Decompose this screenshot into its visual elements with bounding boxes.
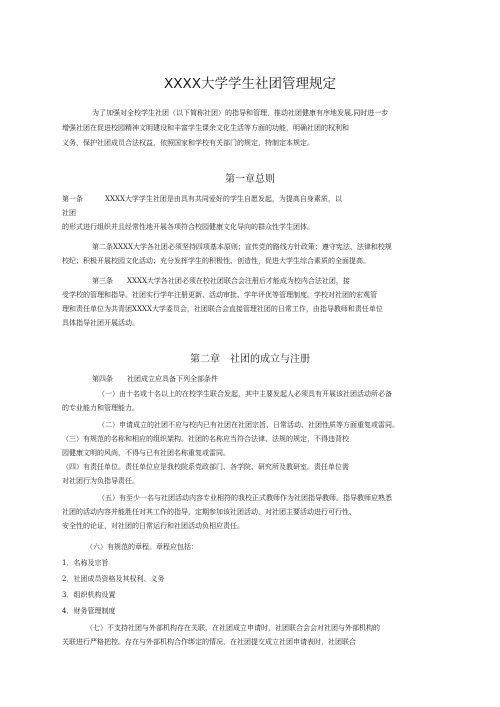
article-label: 第一条 bbox=[62, 195, 83, 203]
list-item: 4．财务管理制度 bbox=[62, 607, 116, 615]
article-label: 第三条 bbox=[92, 277, 113, 285]
article-3-line: 受学校的管理和指导。社团实行学年注册更新、活动审批、学年评优等管理制度。学校对社团的宏观管 bbox=[62, 291, 377, 299]
body-line: （三）有规范的名称和相应的组织架构。社团的名称应当符合法律、法规的规定，不得违背校 bbox=[62, 435, 349, 443]
article-label: 第四条 bbox=[92, 375, 113, 383]
article-1-line: 社团 bbox=[62, 209, 76, 217]
article-1: 第一条 XXXX大学学生社团是由具有共同爱好的学生自愿发起，为提高自身素质，以 bbox=[62, 195, 342, 203]
intro-line: 义务，保护社团成员合法权益，依照国家和学校有关部门的规定，特制定本规定。 bbox=[62, 139, 314, 147]
body-line: 园健康文明的风尚，不得与已有社团名称重复或雷同。 bbox=[62, 449, 230, 457]
chapter-2-heading: 第二章 社团的成立与注册 bbox=[190, 354, 310, 365]
body-line: 社团的活动内容并能胜任对其工作的指导，定期参加该社团活动，对社团主要活动进行可行性、 bbox=[62, 508, 356, 516]
article-4: 第四条 社团成立应具备下列全部条件 bbox=[92, 375, 218, 383]
intro-line: 为了加强对全校学生社团（以下简称社团）的指导和管理，推动社团健康有序地发展,同时进一步 bbox=[92, 109, 389, 117]
body-line: 关联进行严格把控。存在与外部机构合作绑定的情况，在社团提交成立社团申请表时，社团联合 bbox=[62, 638, 356, 646]
article-3-line: 具体指导社团开展活动。 bbox=[62, 319, 139, 327]
body-line: （二）申请成立的社团不应与校内已有社团在社团宗旨、日常活动、社团性质等方面重复或雷同。 bbox=[98, 421, 399, 429]
body-line: 的专业能力和管理能力。 bbox=[62, 404, 139, 412]
list-item: 2．社团成员资格及其权利、义务 bbox=[62, 575, 165, 583]
body-line: （五）有至少一名与社团活动内容专业相符的我校正式教师作为社团指导教师。指导教师应熟悉 bbox=[98, 494, 392, 502]
body-line: （六）有规范的章程。章程应包括： bbox=[86, 543, 198, 551]
list-item: 3．组织机构设置 bbox=[62, 591, 116, 599]
article-2-line: 第二条XXXX大学各社团必须坚持四项基本原则；宣传党的路线方针政策；遵守宪法、法律和校规 bbox=[92, 243, 392, 251]
chapter-1-heading: 第一章总则 bbox=[225, 174, 275, 185]
article-2-line: 校纪；积极开展校园文化活动；充分发挥学生的积极性、创造性，促进大学生综合素质的全面提高。 bbox=[62, 257, 370, 265]
article-3-line: 理和责任单位为共青团XXXX大学委员会，社团联合会直接管理社团的日常工作，由指导教师和责任单位 bbox=[62, 305, 383, 313]
list-item: 1．名称及宗旨 bbox=[62, 559, 109, 567]
body-line: 对社团行为负指导责任。 bbox=[62, 477, 139, 485]
body-line: （四）有责任单位。责任单位应是我校院系党政部门、各学院、研究所及教研室。责任单位需 bbox=[62, 463, 349, 471]
article-1-line: 的形式进行组织并且经常性地开展各项符合校园健康文化导向的群众性学生团体。 bbox=[62, 223, 314, 231]
body-line: 安全性的论证，对社团的日常运行和社团活动负相应责任。 bbox=[62, 522, 244, 530]
document-title: XXXX大学学生社团管理规定 bbox=[164, 76, 336, 92]
article-3: 第三条 XXXX大学各社团必须在校社团联合会注册后才能成为校内合法社团，接 bbox=[92, 277, 350, 285]
intro-line: 增强社团在促进校园精神文明建设和丰富学生课余文化生活等方面的功能，明确社团的权利和 bbox=[62, 124, 349, 132]
body-line: （七）不支持社团与外部机构存在关联，在社团成立申请时，社团联合会会对社团与外部机构的 bbox=[86, 624, 380, 632]
body-line: （一）由十名或十名以上的在校学生联合发起，其中主要发起人必须具有开展该社团活动所必备 bbox=[98, 390, 392, 398]
